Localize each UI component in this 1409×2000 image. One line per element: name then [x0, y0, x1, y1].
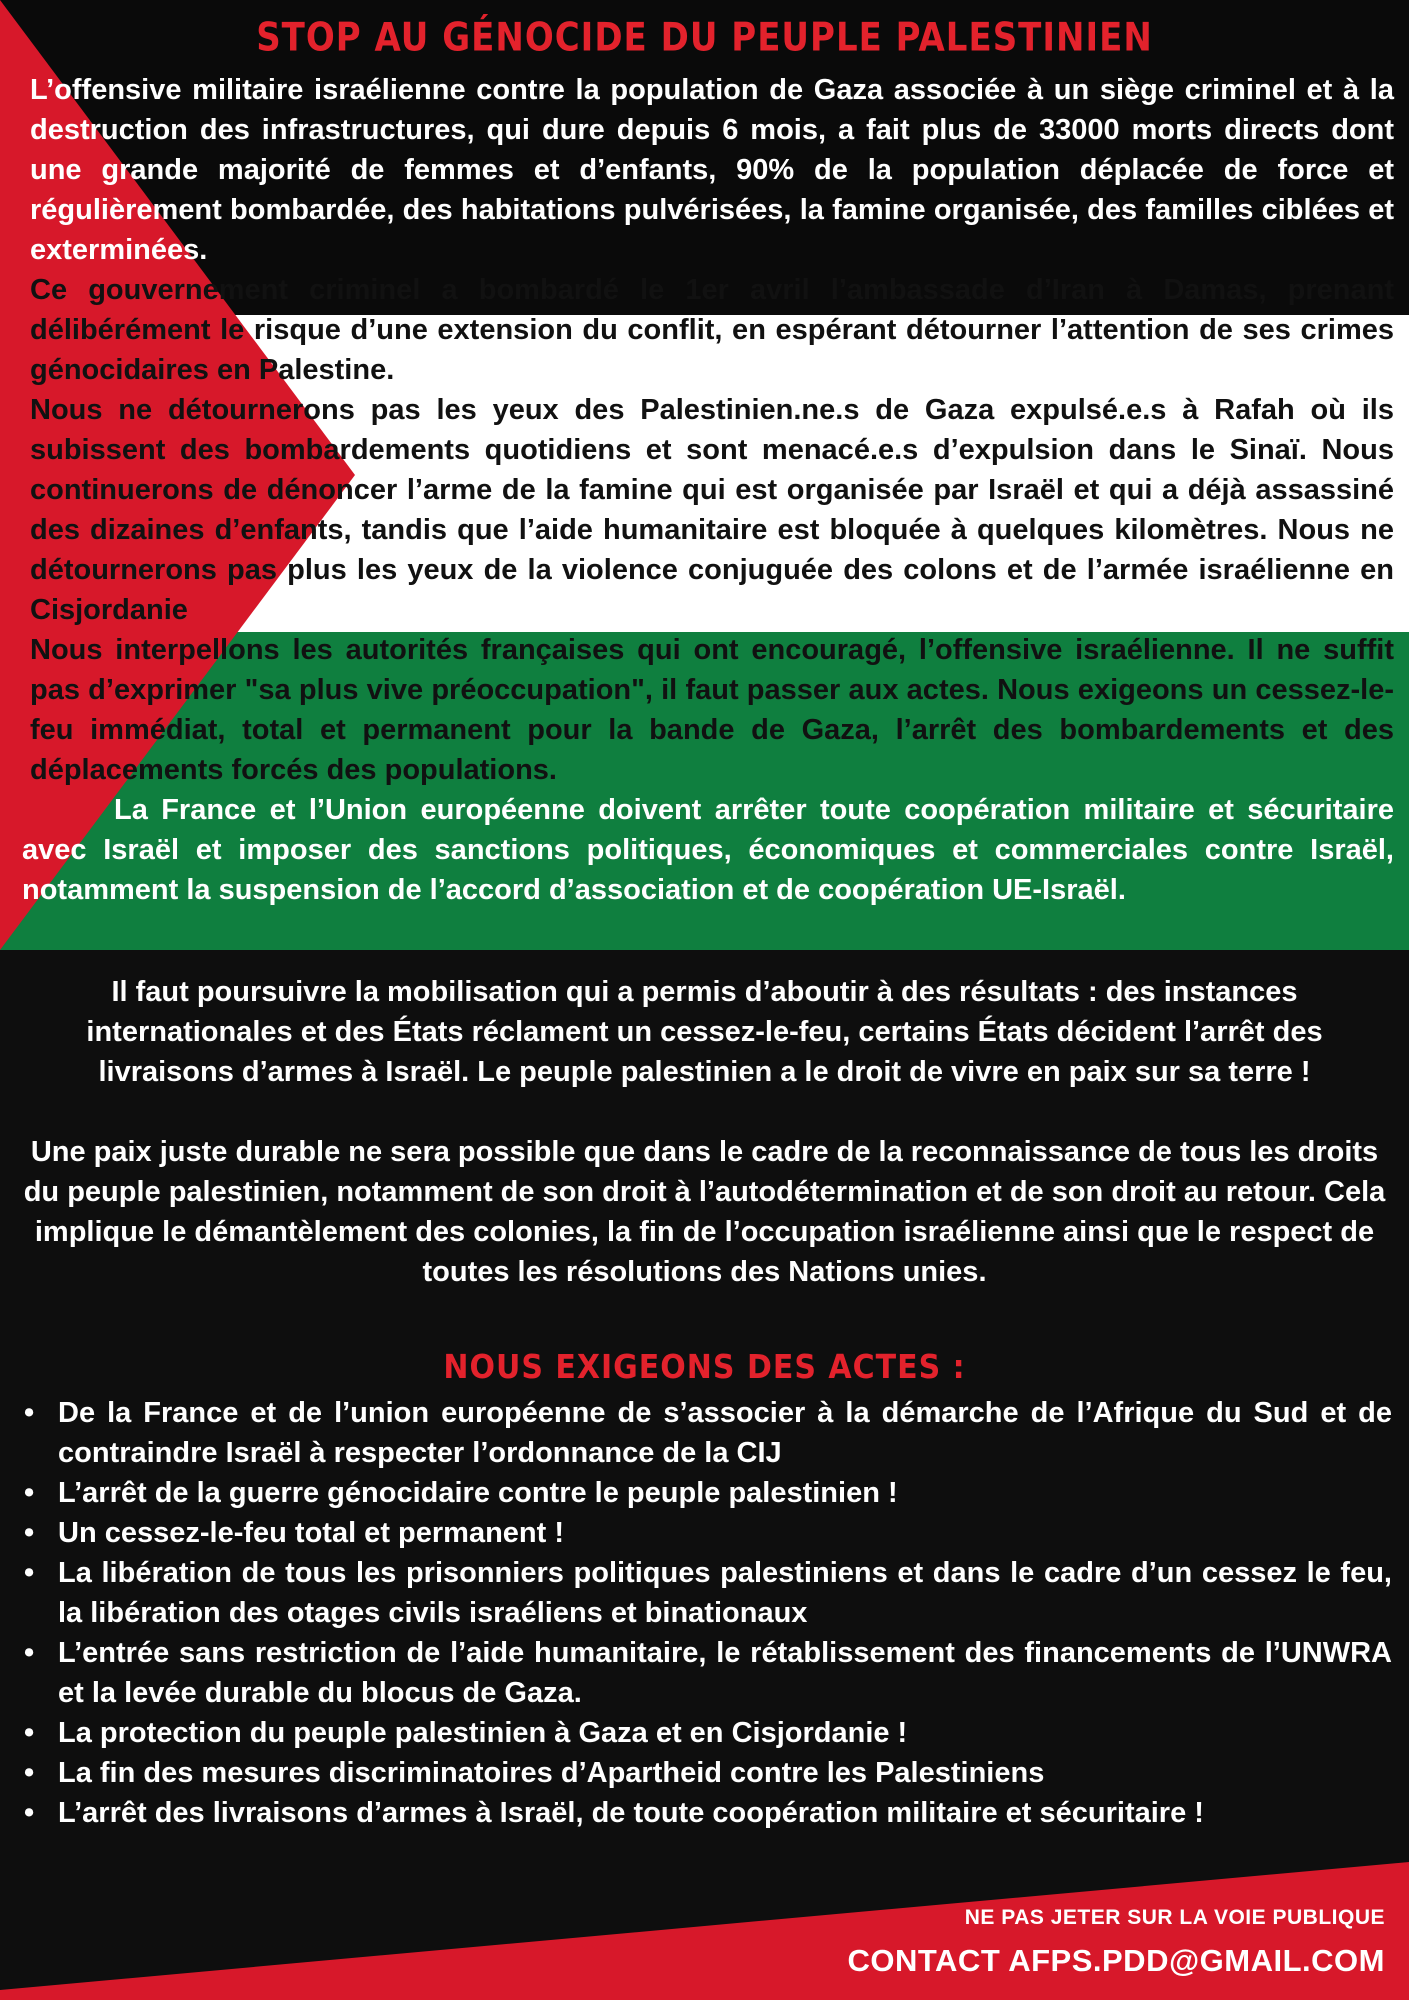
bullet-icon: •: [24, 1517, 35, 1549]
demand-text: La protection du peuple palestinien à Gaza et en Cisjordanie !: [58, 1717, 908, 1749]
bullet-icon: •: [24, 1717, 35, 1749]
demand-item: [22, 1633, 1392, 1713]
poster-title: STOP AU GÉNOCIDE DU PEUPLE PALESTINIEN: [256, 15, 1153, 61]
bullet-icon: •: [24, 1397, 35, 1429]
demand-text: L’arrêt des livraisons d’armes à Israël, de toute coopération militaire et sécuritaire !: [58, 1797, 1204, 1829]
demand-text: Un cessez-le-feu total et permanent !: [58, 1517, 564, 1549]
demand-text: La libération de tous les prisonniers politiques palestiniens et dans le cadre d’un cessez le feu, la libération des otages civils israéliens et binationaux: [58, 1557, 1392, 1629]
paragraph-offensive: L’offensive militaire israélienne contre la population de Gaza associée à un siège criminel et à la destruction des infrastructures, qui dure depuis 6 mois, a fait plus de 33000 morts directs dont une grande majorité de femmes et d’enfants, 90% de la population déplacée de force et régulièrement bombardée, des habitations pulvérisées, la famine organisée, des familles ciblées et exterminées.: [30, 74, 1394, 266]
footer-contact-email[interactable]: CONTACT AFPS.PDD@GMAIL.COM: [847, 1943, 1385, 1978]
bullet-icon: •: [24, 1557, 35, 1589]
paragraph-damas-text: Ce gouvernement criminel a bombardé le 1er avril l’ambassade d’Iran à Damas, prenant délibérément le risque d’une extension du conflit, en espérant détourner l’attention de ses crimes génocidaires en Palestine.: [30, 274, 1394, 386]
demand-item: [22, 1713, 1392, 1753]
demand-item: [22, 1473, 1392, 1513]
bullet-icon: •: [24, 1757, 35, 1789]
demand-text: De la France et de l’union européenne de s’associer à la démarche de l’Afrique du Sud et de contraindre Israël à respecter l’ordonnance de la CIJ: [58, 1397, 1392, 1469]
demands-heading: NOUS EXIGEONS DES ACTES :: [443, 1348, 966, 1387]
demand-text: L’entrée sans restriction de l’aide humanitaire, le rétablissement des financements de l’UNWRA et la levée durable du blocus de Gaza.: [58, 1637, 1392, 1709]
demand-item: [22, 1793, 1392, 1833]
bullet-icon: •: [24, 1477, 35, 1509]
paragraph-damas: [30, 270, 1394, 390]
paragraph-paix: Une paix juste durable ne sera possible que dans le cadre de la reconnaissance de tous les droits du peuple palestinien, notamment de son droit à l’autodétermination et de son droit au retour. Cela implique le démantèlement des colonies, la fin de l’occupation israélienne ainsi que le respect de toutes les résolutions des Nations unies.: [23, 1136, 1386, 1288]
demand-item: [22, 1393, 1392, 1473]
paragraph-rafah: Nous ne détournerons pas les yeux des Palestinien.ne.s de Gaza expulsé.e.s à Rafah où ils subissent des bombardements quotidiens et sont menacé.e.s d’expulsion dans le Sinaï. Nous continuerons de dénoncer l’arme de la famine qui est organisée par Israël et qui a déjà assassiné des dizaines d’enfants, tandis que l’aide humanitaire est bloquée à quelques kilomètres. Nous ne détournerons pas plus les yeux de la violence conjuguée des colons et de l’armée israélienne en Cisjordanie: [30, 394, 1394, 626]
paragraph-france-ue: La France et l’Union européenne doivent arrêter toute coopération militaire et sécuritaire avec Israël et imposer des sanctions politiques, économiques et commerciales contre Israël, notamment la suspension de l’accord d’association et de coopération UE-Israël.: [22, 794, 1394, 906]
demand-text: L’arrêt de la guerre génocidaire contre le peuple palestinien !: [58, 1477, 898, 1509]
demand-item: [22, 1553, 1392, 1633]
demand-item: [22, 1513, 1392, 1553]
paragraph-autorites: Nous interpellons les autorités françaises qui ont encouragé, l’offensive israélienne. Il ne suffit pas d’exprimer "sa plus vive préoccupation", il faut passer aux actes. Nous exigeons un cessez-le-feu immédiat, total et permanent pour la bande de Gaza, l’arrêt des bombardements et des déplacements forcés des populations.: [30, 634, 1394, 786]
paragraph-mobilisation: Il faut poursuivre la mobilisation qui a permis d’aboutir à des résultats : des instances internationales et des États réclament un cessez-le-feu, certains États décident l’arrêt des livraisons d’armes à Israël. Le peuple palestinien a le droit de vivre en paix sur sa terre !: [86, 976, 1323, 1088]
bullet-icon: •: [24, 1637, 35, 1669]
footer-red-diagonal: [0, 1862, 1409, 2000]
demands-list: [22, 1393, 1392, 1833]
demand-text: La fin des mesures discriminatoires d’Apartheid contre les Palestiniens: [58, 1757, 1045, 1789]
footer-disposal-note: NE PAS JETER SUR LA VOIE PUBLIQUE: [964, 1906, 1385, 1929]
bullet-icon: •: [24, 1797, 35, 1829]
demand-item: [22, 1753, 1392, 1793]
